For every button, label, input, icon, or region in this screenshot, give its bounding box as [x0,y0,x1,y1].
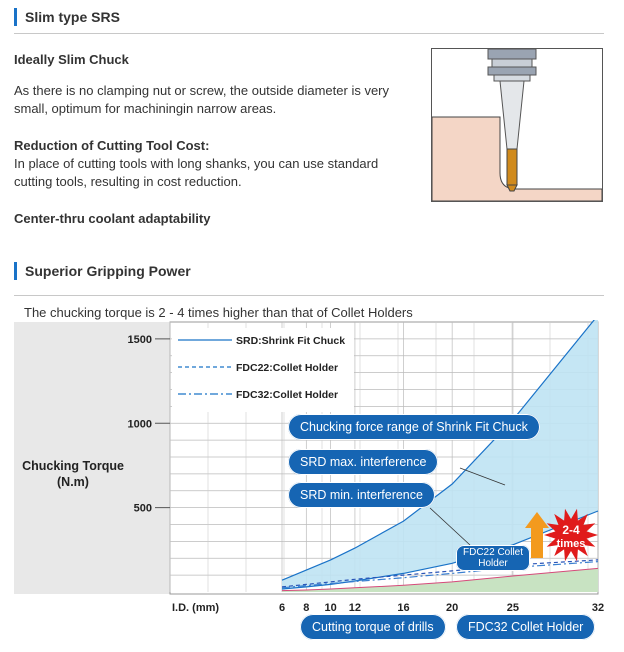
chart-label-panel [14,322,170,594]
legend-label: SRD:Shrink Fit Chuck [236,335,346,347]
section-header-gripping-power [14,262,191,280]
x-tick-label: 16 [397,602,410,614]
x-tick-label: 12 [348,602,362,614]
annotation-bubble: FDC32 Collet Holder [456,614,595,640]
y-axis-unit: (N.m) [57,475,89,489]
feature-text: cutting tools, resulting in cost reduction. [14,174,242,189]
x-tick-label: 10 [324,602,337,614]
chart-caption: The chucking torque is 2 - 4 times higher than that of Collet Holders [24,305,413,320]
feature-text: In place of cutting tools with long shanks, you can use standard [14,156,379,171]
burst-text-line2: times [556,538,586,550]
annotation-bubble-fdc22: FDC22 Collet Holder [456,545,530,571]
legend-label: FDC22:Collet Holder [236,362,339,374]
accent-bar [14,262,17,280]
x-tick-label: 6 [278,602,286,614]
y-tick-label: 1000 [127,418,152,431]
feature-text: As there is no clamping nut or screw, the outside diameter is very [14,83,390,98]
chuck-illustration [431,48,603,202]
burst-text-line1: 2-4 [562,523,580,537]
annotation-bubble: SRD min. interference [288,482,435,508]
annotation-bubble: SRD max. interference [288,449,438,475]
y-axis-label: Chucking Torque [22,459,124,473]
feature-heading: Ideally Slim Chuck [14,52,129,67]
x-tick-label: 8 [303,602,310,614]
y-tick-label: 1500 [127,333,152,346]
accent-bar [14,8,17,26]
legend [172,328,354,412]
legend-label: FDC32:Collet Holder [236,389,339,401]
y-tick-label: 500 [133,502,152,515]
x-tick-label: 25 [506,602,520,614]
feature-heading: Reduction of Cutting Tool Cost: [14,138,210,153]
annotation-bubble: Chucking force range of Shrink Fit Chuck [288,414,540,440]
section-header-slim-type [14,8,120,26]
divider [14,295,604,296]
annotation-bubble: Cutting torque of drills [300,614,446,640]
x-tick-label: 20 [446,602,459,614]
divider [14,33,604,34]
x-tick-label: 32 [591,602,605,614]
feature-heading: Center-thru coolant adaptability [14,211,211,226]
section-title: Slim type SRS [25,9,120,25]
x-axis-label: I.D. (mm) [172,602,220,614]
feature-text: small, optimum for machiningin narrow areas. [14,101,277,116]
section-title: Superior Gripping Power [25,263,191,279]
